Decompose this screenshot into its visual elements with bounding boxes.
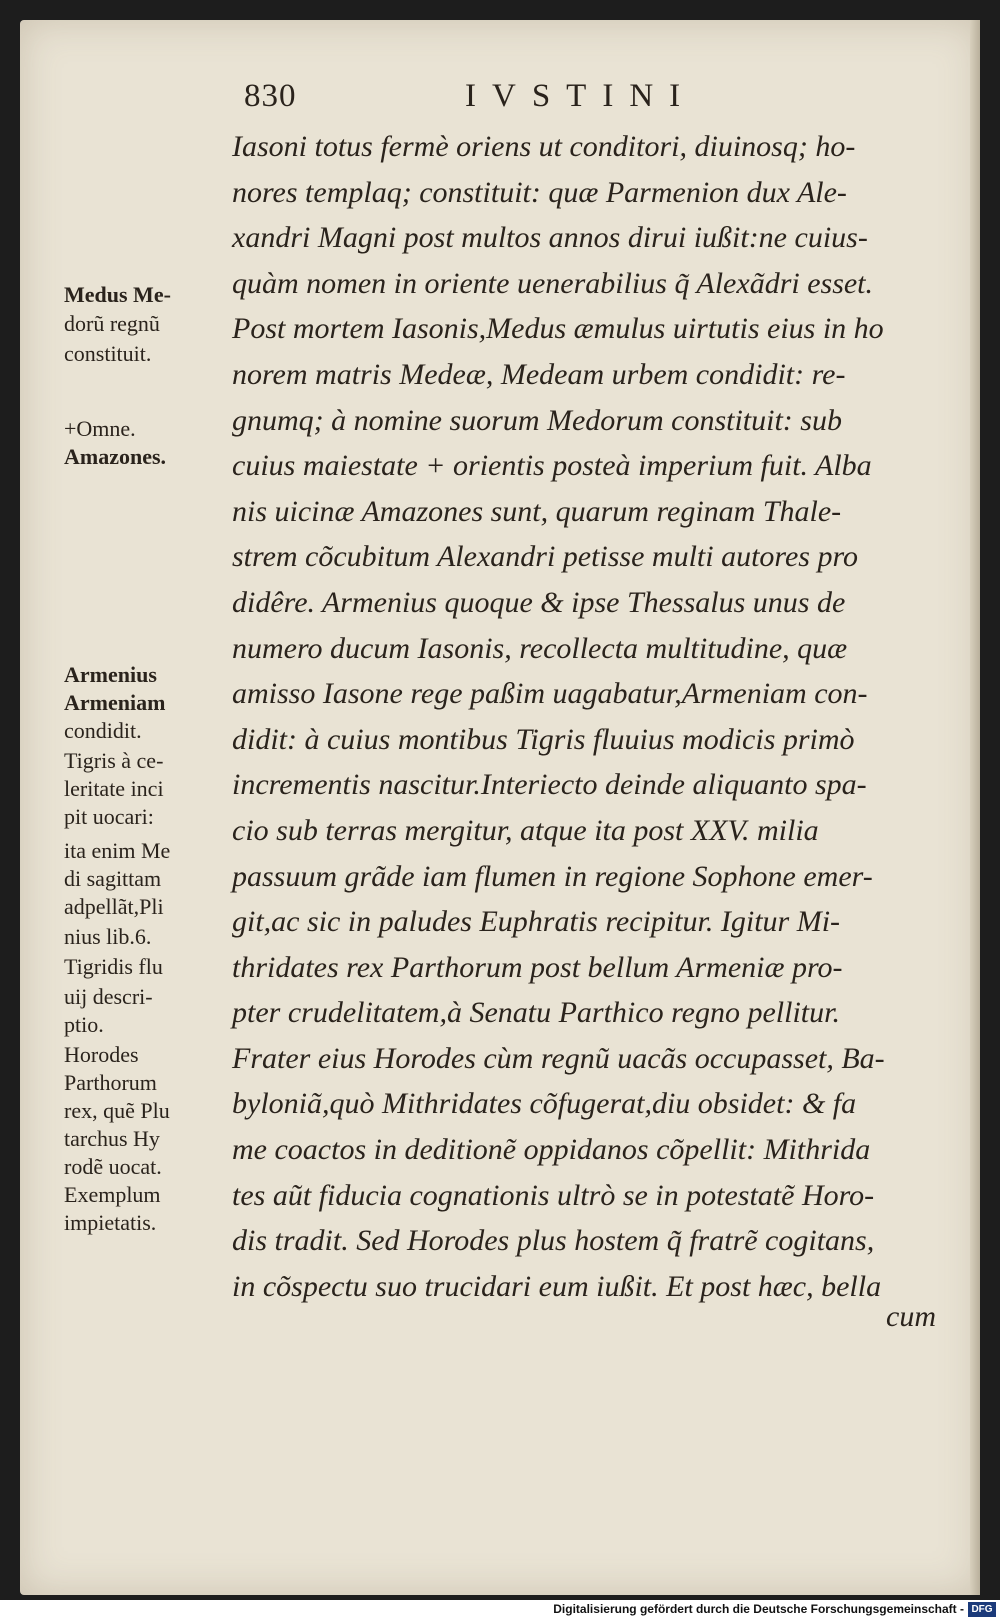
text-line: didit: à cuius montibus Tigris fluuius modicis primò xyxy=(232,722,855,756)
marginal-note-line: rex, quẽ Plu xyxy=(64,1098,170,1123)
marginal-note-line: Amazones. xyxy=(64,444,167,469)
text-line: gnumq; à nomine suorum Medorum constituit: sub xyxy=(232,403,842,437)
marginal-note-line: Exemplum xyxy=(64,1182,161,1207)
text-line: Iasoni totus fermè oriens ut conditori, diuinosq; ho- xyxy=(232,130,856,163)
marginal-note-line: nius lib.6. xyxy=(64,924,152,949)
digitization-footer xyxy=(0,1600,1000,1621)
text-line: nis uicinæ Amazones sunt, quarum reginam Thale- xyxy=(232,494,842,528)
marginal-note-line: tarchus Hy xyxy=(64,1126,160,1151)
marginal-note-line: pit uocari: xyxy=(64,804,154,829)
text-line: thridates rex Parthorum post bellum Armeniæ pro- xyxy=(232,950,843,984)
text-line: xandri Magni post multos annos dirui iußit:ne cuius- xyxy=(232,221,868,255)
text-line: in cõspectu suo trucidari eum iußit. Et post hæc, bella xyxy=(232,1269,882,1303)
text-line: nores templaq; constituit: quæ Parmenion dux Ale- xyxy=(232,175,847,209)
text-line: incrementis nascitur.Interiecto deinde aliquanto spa- xyxy=(232,768,867,802)
page-edge xyxy=(970,20,980,1595)
marginal-note-line: Medus Me- xyxy=(64,282,171,307)
marginal-note-line: adpellãt,Pli xyxy=(64,894,164,919)
text-line: passuum grãde iam flumen in regione Sophone emer- xyxy=(232,859,873,893)
marginal-note-line: uij descri- xyxy=(64,984,153,1009)
text-line: dis tradit. Sed Horodes plus hostem q̃ fratrẽ cogitans, xyxy=(232,1224,875,1258)
marginal-note-line: Armenius xyxy=(64,662,157,687)
text-line: numero ducum Iasonis, recollecta multitudine, quæ xyxy=(232,631,848,665)
running-head: IVSTINI xyxy=(465,78,697,114)
marginal-note-line: constituit. xyxy=(64,341,152,366)
text-line: cio sub terras mergitur, atque ita post XXV. milia xyxy=(232,813,819,847)
text-line: amisso Iasone rege paßim uagabatur,Armeniam con- xyxy=(232,677,868,711)
page-number: 830 xyxy=(244,78,297,114)
main-text-block xyxy=(232,124,944,1309)
marginal-note-line: leritate inci xyxy=(64,776,164,801)
text-line: tes aũt fiducia cognationis ultrò se in potestatẽ Horo- xyxy=(232,1178,875,1212)
text-line: Frater eius Horodes cùm regnũ uacãs occupasset, Ba- xyxy=(232,1041,885,1075)
text-line: pter crudelitatem,à Senatu Parthico regno pellitur. xyxy=(232,996,840,1030)
dfg-logo: DFG xyxy=(968,1602,996,1617)
text-line: me coactos in deditionẽ oppidanos cõpellit: Mithrida xyxy=(232,1133,871,1167)
marginal-note-line: di sagittam xyxy=(64,866,162,891)
marginal-note-line: Tigris à ce- xyxy=(64,748,164,773)
text-line: quàm nomen in oriente uenerabilius q̃ Alexãdri esset. xyxy=(232,266,874,300)
catchword: cum xyxy=(886,1300,936,1333)
marginal-note-line: condidit. xyxy=(64,718,142,743)
text-line: Post mortem Iasonis,Medus æmulus uirtutis eius in ho xyxy=(232,312,884,346)
marginal-note-line: +Omne. xyxy=(64,416,136,441)
text-line: didêre. Armenius quoque & ipse Thessalus unus de xyxy=(232,585,846,619)
marginal-note-line: Armeniam xyxy=(64,690,166,715)
marginal-note-line: Tigridis flu xyxy=(64,954,163,979)
marginal-note-line: impietatis. xyxy=(64,1210,157,1235)
text-line: byloniã,quò Mithridates cõfugerat,diu obsidet: & fa xyxy=(232,1087,857,1121)
marginal-note-line: ptio. xyxy=(64,1012,104,1037)
text-line: cuius maiestate + orientis posteà imperium fuit. Alba xyxy=(232,449,872,483)
text-line: strem cõcubitum Alexandri petisse multi autores pro xyxy=(232,540,859,574)
funding-credit: Digitalisierung gefördert durch die Deutsche Forschungsgemeinschaft - xyxy=(553,1602,964,1616)
marginal-note-line: ita enim Me xyxy=(64,838,171,863)
marginal-note-line: Parthorum xyxy=(64,1070,157,1095)
marginal-note-line: dorũ regnũ xyxy=(64,311,160,336)
marginal-note-line: rodẽ uocat. xyxy=(64,1154,162,1179)
text-line: norem matris Medeæ, Medeam urbem condidit: re- xyxy=(232,357,846,391)
text-line: git,ac sic in paludes Euphratis recipitur. Igitur Mi- xyxy=(232,905,841,939)
marginal-note-line: Horodes xyxy=(64,1042,139,1067)
